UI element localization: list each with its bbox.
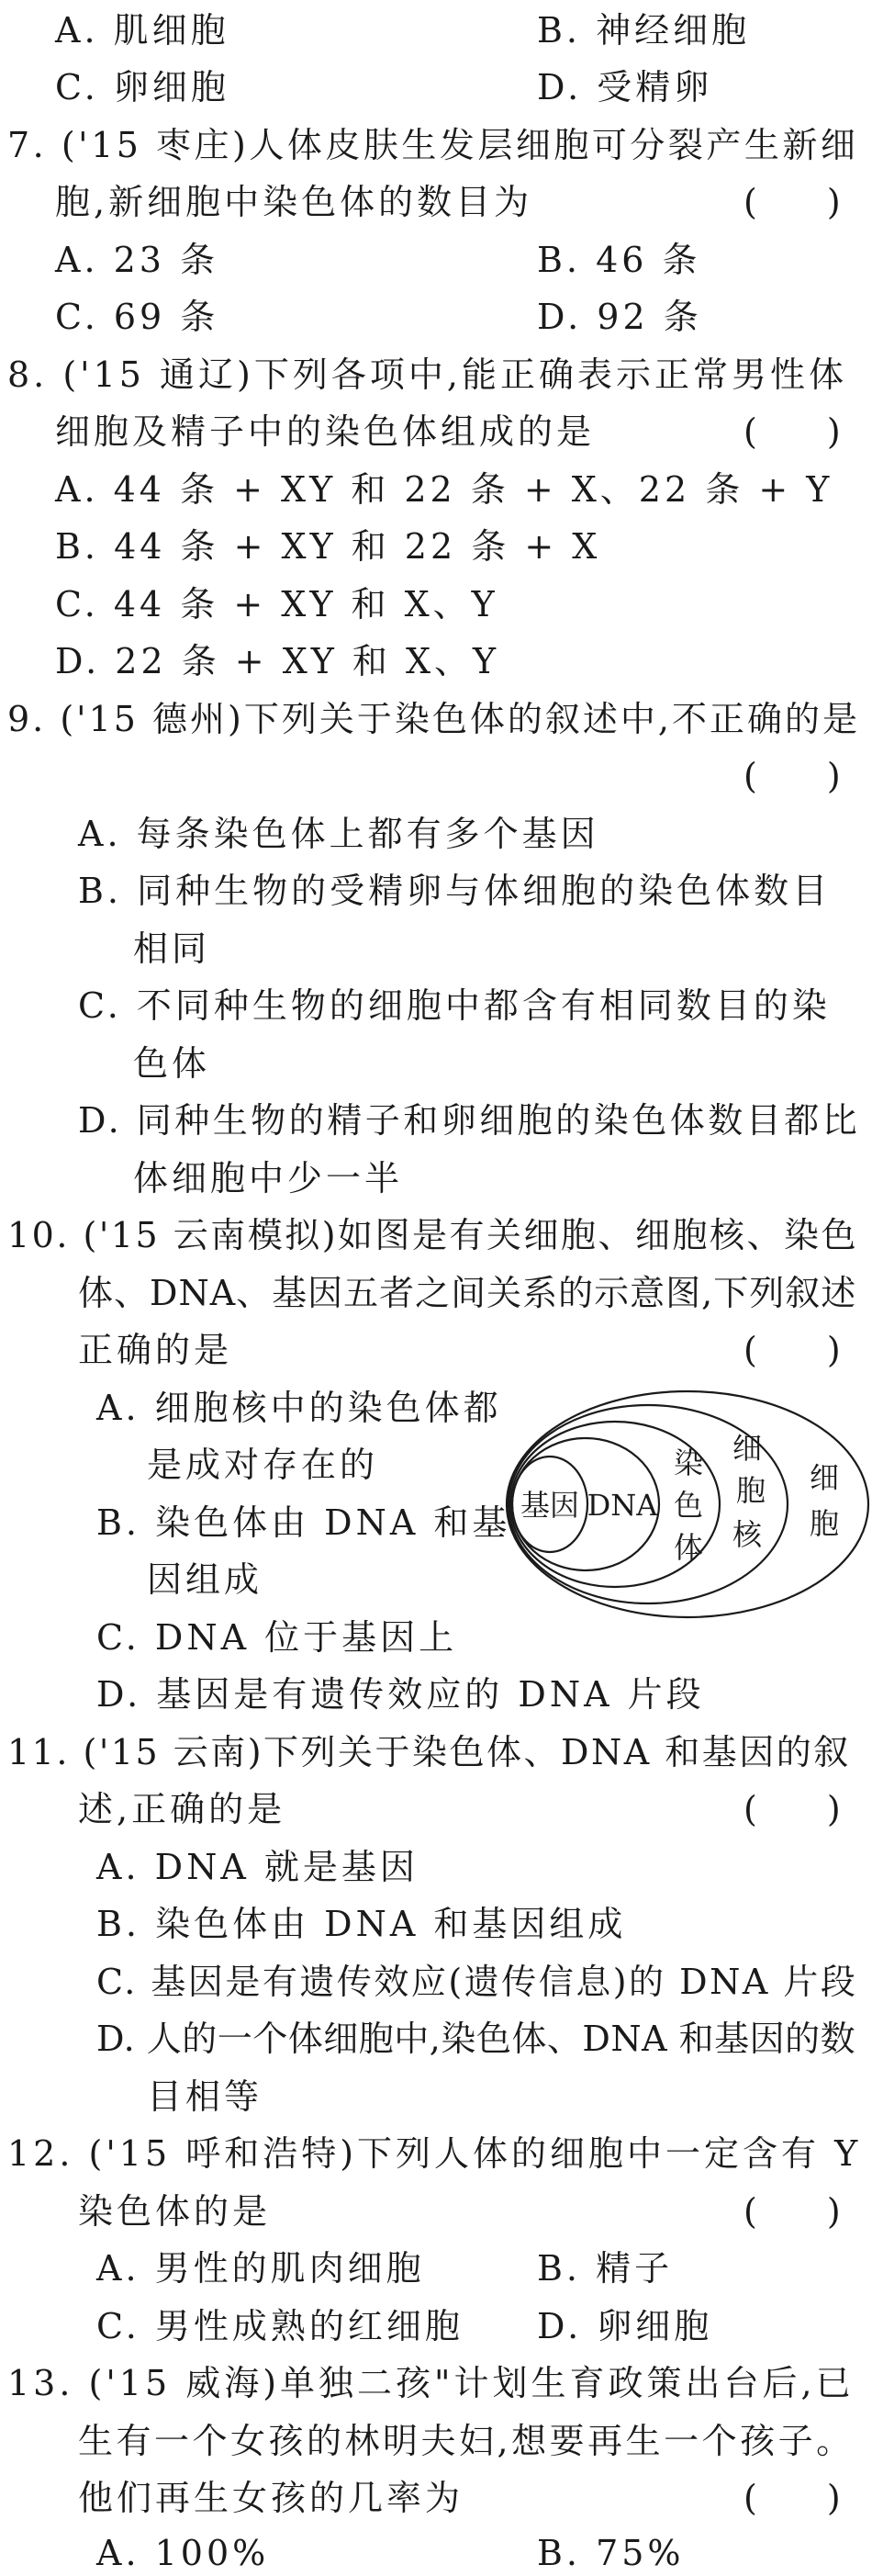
- q10-answer-bracket: ( ): [743, 1330, 841, 1370]
- q13-answer-bracket: ( ): [743, 2478, 841, 2518]
- diagram-label-chromosome-3: 体: [673, 1530, 704, 1565]
- diagram-label-nucleus-3: 核: [732, 1517, 763, 1552]
- q6-option-d: D. 受精卵: [537, 67, 713, 107]
- q10-option-b-line1: B. 染色体由 DNA 和基: [96, 1502, 511, 1543]
- q8-option-b: B. 44 条 + XY 和 22 条 + X: [55, 526, 601, 567]
- q8-option-c: C. 44 条 + XY 和 X、Y: [55, 584, 498, 624]
- q8-stem-line2: 细胞及精子中的染色体组成的是: [55, 411, 596, 452]
- q6-option-a: A. 肌细胞: [55, 10, 229, 51]
- diagram-label-dna: DNA: [587, 1488, 658, 1523]
- q6-option-b: B. 神经细胞: [537, 10, 751, 51]
- q9-option-d-line1: D. 同种生物的精子和卵细胞的染色体数目都比: [78, 1100, 861, 1141]
- q11-stem-line2: 述,正确的是: [78, 1789, 286, 1829]
- q7-option-d: D. 92 条: [537, 297, 702, 337]
- diagram-label-cell-1: 细: [809, 1460, 840, 1495]
- q13-option-a: A. 100%: [96, 2533, 270, 2573]
- q12-option-a: A. 男性的肌肉细胞: [96, 2248, 425, 2289]
- q11-option-a: A. DNA 就是基因: [96, 1847, 419, 1887]
- q12-option-b: B. 精子: [537, 2248, 674, 2289]
- q10-option-a-line1: A. 细胞核中的染色体都: [96, 1388, 502, 1428]
- q10-option-b-line2: 因组成: [147, 1559, 263, 1600]
- q10-stem-line1: 10. ('15 云南模拟)如图是有关细胞、细胞核、染色: [7, 1215, 859, 1255]
- q8-option-a: A. 44 条 + XY 和 22 条 + X、22 条 + Y: [55, 469, 833, 510]
- nested-ellipse-diagram: [503, 1387, 872, 1621]
- q8-answer-bracket: ( ): [743, 411, 841, 452]
- q7-stem-line2: 胞,新细胞中染色体的数目为: [55, 182, 533, 222]
- q13-stem-line3: 他们再生女孩的几率为: [78, 2478, 464, 2518]
- q10-option-c: C. DNA 位于基因上: [96, 1617, 458, 1658]
- q11-option-b: B. 染色体由 DNA 和基因组成: [96, 1904, 627, 1944]
- q9-option-b-line2: 相同: [133, 928, 211, 969]
- q9-option-b-line1: B. 同种生物的受精卵与体细胞的染色体数目: [78, 871, 832, 911]
- q12-stem-line2: 染色体的是: [78, 2191, 272, 2232]
- q9-option-c-line1: C. 不同种生物的细胞中都含有相同数目的染: [78, 985, 831, 1026]
- q13-stem-line2: 生有一个女孩的林明夫妇,想要再生一个孩子。: [78, 2421, 855, 2461]
- q12-answer-bracket: ( ): [743, 2191, 841, 2232]
- diagram-label-chromosome-2: 色: [673, 1488, 704, 1523]
- q9-option-d-line2: 体细胞中少一半: [133, 1158, 404, 1198]
- q6-option-c: C. 卵细胞: [55, 67, 229, 107]
- q11-option-c: C. 基因是有遗传效应(遗传信息)的 DNA 片段: [96, 1962, 858, 2002]
- q11-option-d-line1: D. 人的一个体细胞中,染色体、DNA 和基因的数: [96, 2019, 856, 2059]
- q13-option-b: B. 75%: [537, 2533, 685, 2573]
- q12-option-d: D. 卵细胞: [537, 2306, 713, 2346]
- diagram-label-nucleus-1: 细: [732, 1431, 763, 1466]
- diagram-label-gene: 基因: [520, 1488, 580, 1523]
- q11-option-d-line2: 目相等: [147, 2076, 263, 2117]
- diagram-label-chromosome-1: 染: [673, 1445, 704, 1480]
- q9-option-a: A. 每条染色体上都有多个基因: [78, 814, 599, 854]
- q12-option-c: C. 男性成熟的红细胞: [96, 2306, 464, 2346]
- q9-stem-line1: 9. ('15 德州)下列关于染色体的叙述中,不正确的是: [7, 699, 860, 739]
- q13-stem-line1: 13. ('15 威海)单独二孩"计划生育政策出台后,已: [7, 2363, 855, 2403]
- q11-answer-bracket: ( ): [743, 1789, 841, 1829]
- q10-stem-line3: 正确的是: [78, 1330, 233, 1370]
- q10-option-a-line2: 是成对存在的: [147, 1445, 379, 1485]
- q7-option-a: A. 23 条: [55, 240, 219, 280]
- diagram-label-cell-2: 胞: [809, 1506, 840, 1541]
- q10-stem-line2: 体、DNA、基因五者之间关系的示意图,下列叙述: [78, 1273, 857, 1313]
- q7-answer-bracket: ( ): [743, 182, 841, 222]
- nested-ellipse-svg: [503, 1387, 872, 1621]
- q9-answer-bracket: ( ): [743, 756, 841, 796]
- q8-option-d: D. 22 条 + XY 和 X、Y: [55, 641, 500, 681]
- q8-stem-line1: 8. ('15 通辽)下列各项中,能正确表示正常男性体: [7, 354, 847, 395]
- q9-option-c-line2: 色体: [133, 1043, 211, 1084]
- q7-stem-line1: 7. ('15 枣庄)人体皮肤生发层细胞可分裂产生新细: [7, 125, 859, 165]
- diagram-label-nucleus-2: 胞: [735, 1473, 766, 1508]
- q11-stem-line1: 11. ('15 云南)下列关于染色体、DNA 和基因的叙: [7, 1732, 851, 1772]
- q7-option-c: C. 69 条: [55, 297, 219, 337]
- q7-option-b: B. 46 条: [537, 240, 701, 280]
- q10-option-d: D. 基因是有遗传效应的 DNA 片段: [96, 1674, 705, 1715]
- q12-stem-line1: 12. ('15 呼和浩特)下列人体的细胞中一定含有 Y: [7, 2133, 862, 2174]
